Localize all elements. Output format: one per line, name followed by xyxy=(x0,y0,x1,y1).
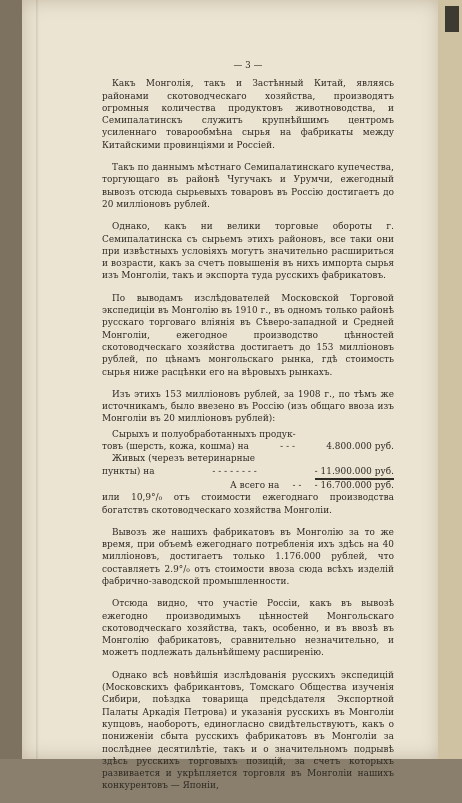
paragraph-3: Однако, какъ ни велики торговые обороты г. Семипалатинска съ сырьемъ этихъ районовъ, все таки они при извѣстныхъ условіяхъ могутъ значительно расшириться и возрасти, какъ за счетъ повышенія въ нихъ импорта сырья изъ Монголіи, такъ и экспорта туда русскихъ фабрикатовъ. xyxy=(102,222,394,282)
table-row-1-dashes: - - - xyxy=(280,442,296,453)
paragraph-7: Отсюда видно, что участіе Россіи, какъ въ вывозѣ ежегодно производимыхъ цѣнностей Монгольскаго скотоводческаго хозяйства, такъ, особенно, и въ ввозѣ въ Монголію фабрикатовъ, сравнительно незначительно, и можетъ подлежать дальнѣйшему расширенію. xyxy=(102,599,394,659)
table-total-value: - 16.700.000 руб. xyxy=(314,480,394,491)
page-fold-shadow xyxy=(36,0,39,759)
bookmark-tab xyxy=(445,6,459,32)
table-row-2-value: - 11.900.000 руб. xyxy=(315,466,394,479)
paragraph-2: Такъ по даннымъ мѣстнаго Семипалатинскаго купечества, торгующаго въ районѣ Чугучакъ и Урумчи, ежегодный вывозъ отсюда сырьевыхъ товаровъ въ Россію достигаетъ до 20 милліоновъ рублей. xyxy=(102,163,394,210)
table-row-2-label-b: пункты) на xyxy=(102,466,155,477)
paragraph-8: Однако всѣ новѣйшія изслѣдованія русскихъ экспедицій (Московскихъ фабрикантовъ, Томскаго Общества изученія Сибири, поѣздка товарища предсѣдателя Экспортной Палаты Аркадія Петрова) и указанія русскихъ въ Монголіи купцовъ, наоборотъ, единогласно свидѣтельствуютъ, какъ о пониженіи сбыта русскихъ фабрикатовъ въ Монголіи за послѣднее десятилѣтіе, такъ и о значительномъ подрывѣ здѣсь русскихъ торговыхъ позицій, за счетъ которыхъ развивается и укрѣпляется торговля въ Монголіи нашихъ конкурентовъ — Японіи, xyxy=(102,670,394,792)
table-row-1-label-b: товъ (шерсть, кожа, кошма) на xyxy=(102,442,249,453)
table-row-2-dashes: - - - - - - - - xyxy=(212,466,257,477)
paragraph-1: Какъ Монголія, такъ и Застѣнный Китай, являясь районами скотоводческаго хозяйства, производятъ огромныя количества продуктовъ животноводства, и Семипалатинскъ служитъ крупнѣйшимъ центромъ усиленнаго товарообмѣна сырья на фабрикаты между Китайскими провинціями и Россіей. xyxy=(102,79,394,151)
table-row-2 xyxy=(102,466,394,479)
paragraph-6: Вывозъ же нашихъ фабрикатовъ въ Монголію за то же время, при объемѣ ежегоднаго потребленія ихъ здѣсь на 40 милліоновъ, достигаетъ только 1.176.000 рублей, что составляетъ 2.9°/₀ отъ стоимости ввоза сюда всѣхъ изделій фабрично-заводской промышленности. xyxy=(102,527,394,587)
page-edge-strip xyxy=(438,0,462,759)
table-total-dashes: - - xyxy=(292,480,302,491)
paragraph-4: По выводамъ изслѣдователей Московской Торговой экспедиціи въ Монголію въ 1910 г., въ одномъ только районѣ русскаго торговаго вліянія въ Сѣверо-западной и Средней Монголіи, ежегодное производство цѣнностей скотоводческаго хозяйства достигаетъ до 153 милліоновъ рублей, по цѣнамъ монгольскаго рынка, гдѣ стоимость сырья ниже расцѣнки его на вѣровыхъ рынкахъ. xyxy=(102,293,394,378)
table-row-1-label-a: Сырыхъ и полуобработанныхъ продук- xyxy=(112,429,296,440)
export-table xyxy=(102,429,394,517)
paragraph-5: Изъ этихъ 153 милліоновъ рублей, за 1908 г., по тѣмъ же источникамъ, было ввезено въ Россію (изъ общаго ввоза изъ Монголіи въ 20 милліоновъ рублей): xyxy=(102,389,394,425)
table-row-1 xyxy=(102,441,394,453)
page-text xyxy=(102,60,394,803)
table-total-note: или 10,9°/₀ отъ стоимости ежегоднаго производства богатствъ скотоводческаго хозяйства Монголіи. xyxy=(102,493,394,516)
table-row-2-label-a: Живых (черезъ ветеринарные xyxy=(112,454,256,465)
table-row-1-value: 4.800.000 руб. xyxy=(326,442,394,453)
table-total-label: А всего на xyxy=(230,480,280,491)
table-total-row xyxy=(102,479,394,492)
page-number: — 3 — xyxy=(233,61,263,71)
